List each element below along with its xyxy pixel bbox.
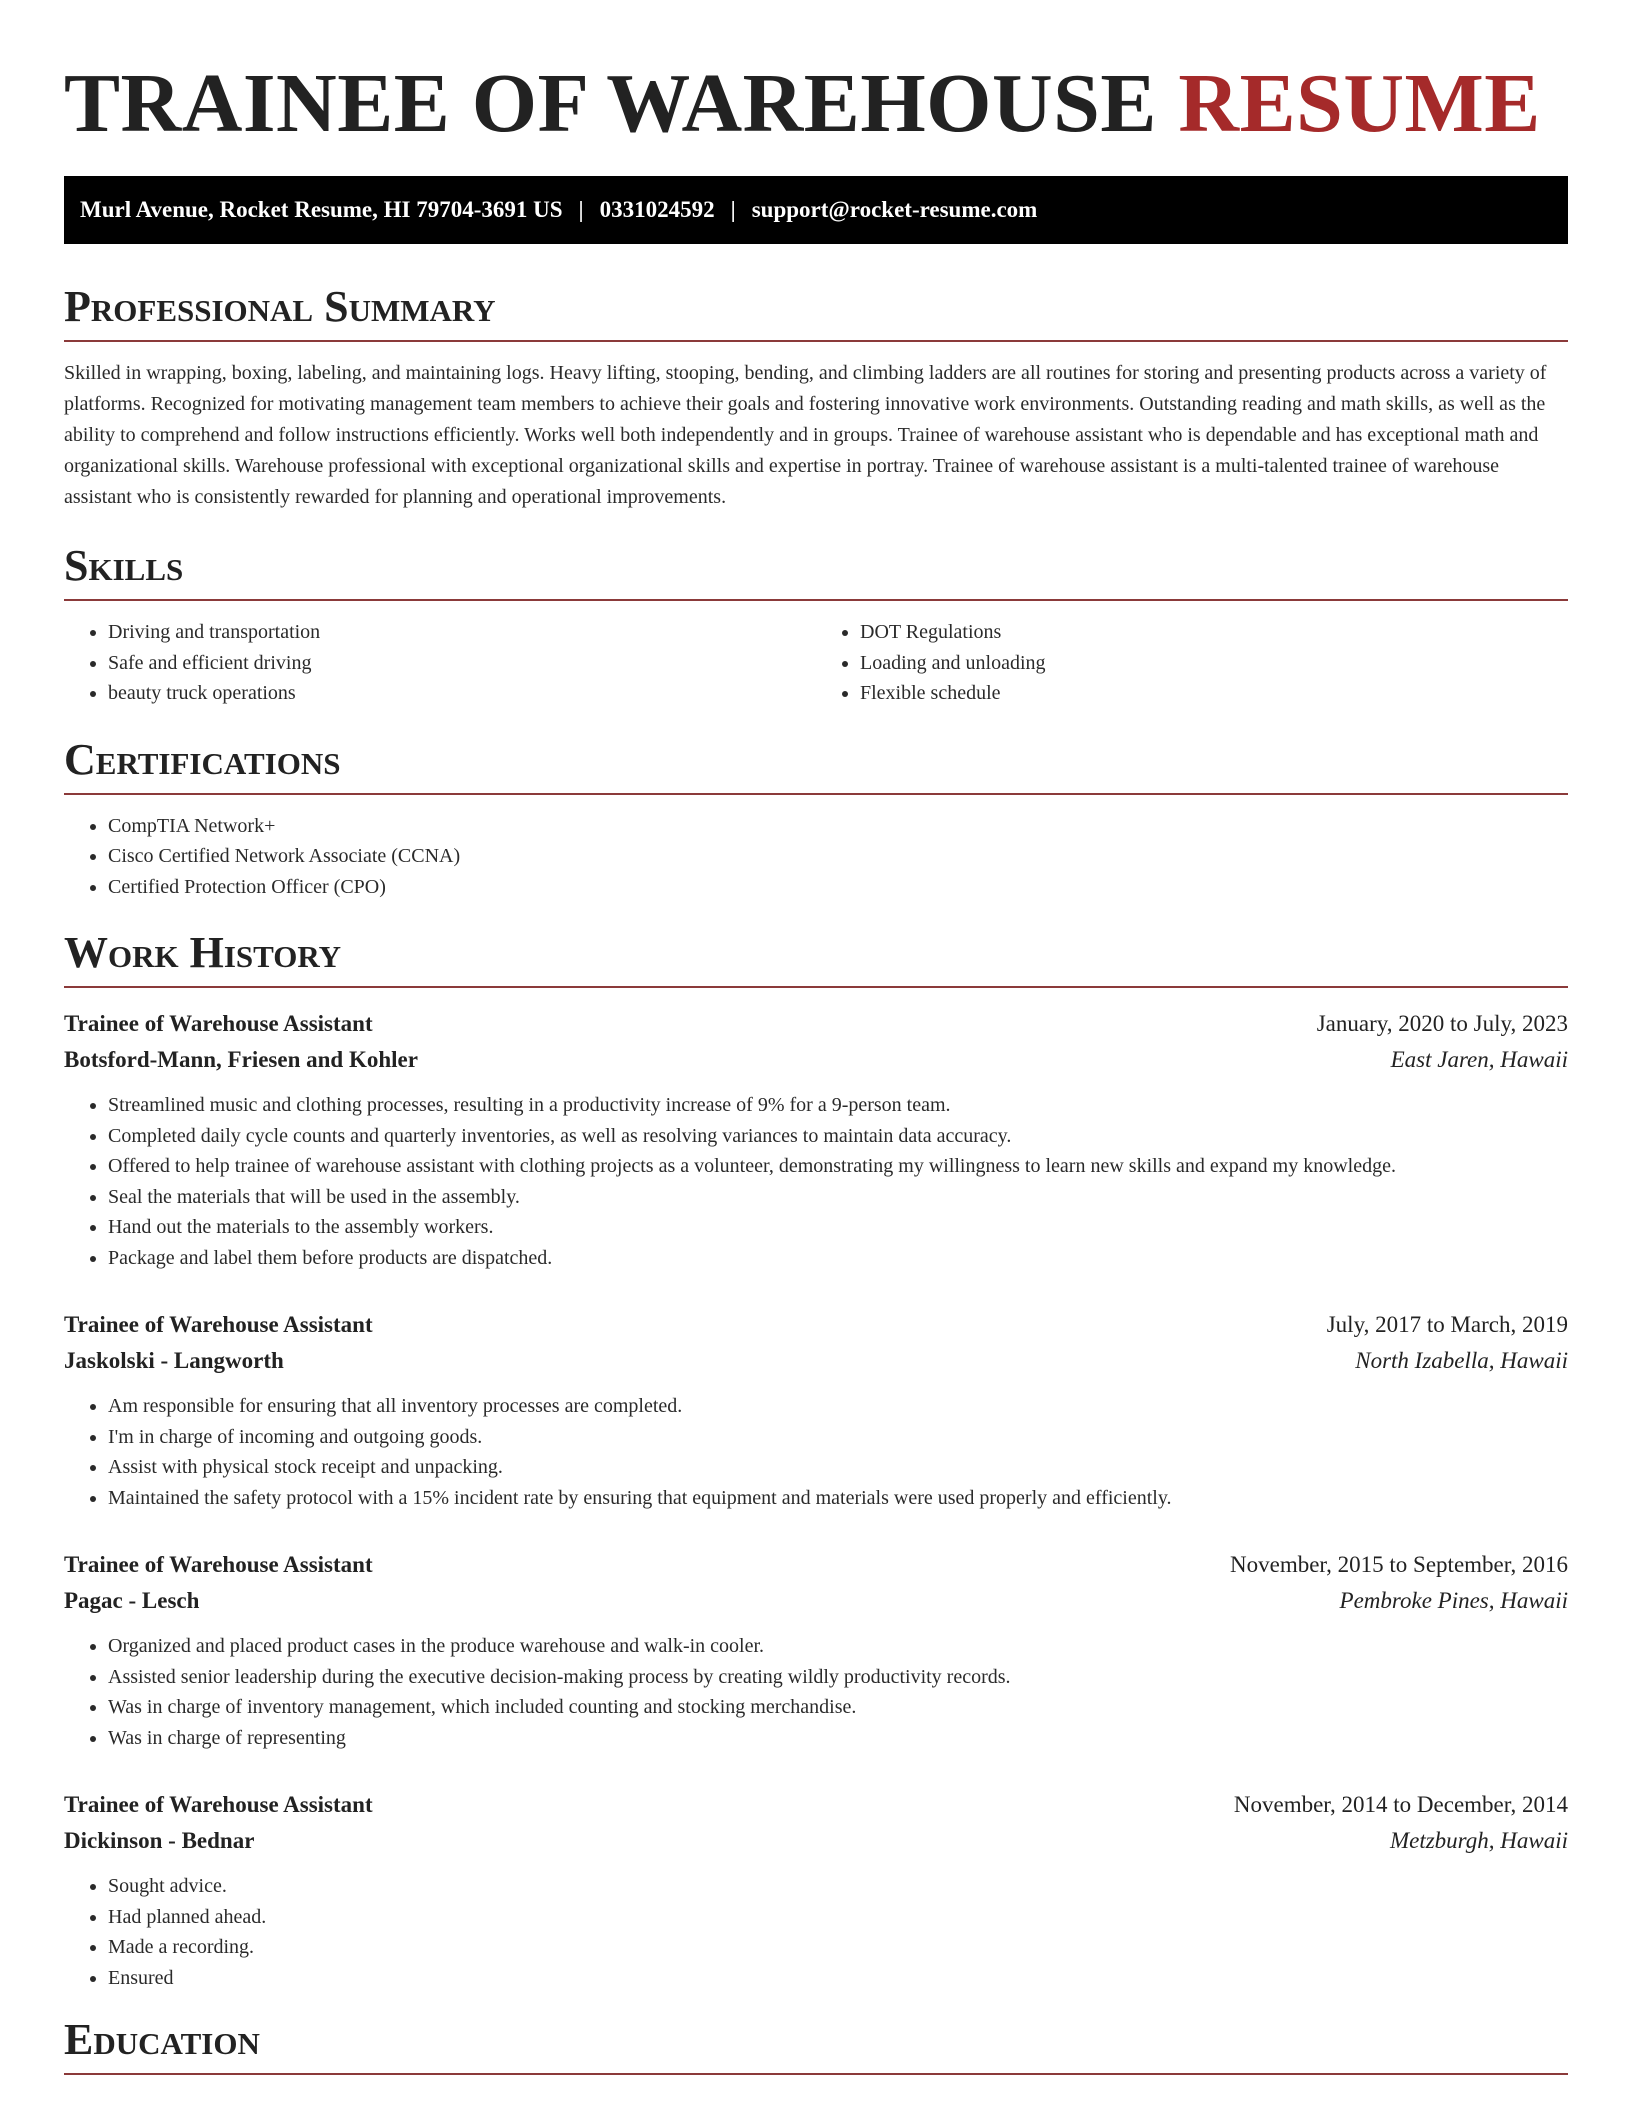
title-accent: RESUME — [1178, 57, 1541, 150]
job-bullet: • Am responsible for ensuring that all inventory processes are completed. — [108, 1391, 1568, 1422]
job-title: Trainee of Warehouse Assistant — [64, 1552, 373, 1577]
job-company: Dickinson - Bednar — [64, 1828, 255, 1853]
job-bullet: • Seal the materials that will be used in the assembly. — [108, 1182, 1568, 1213]
skill-item: • DOT Regulations — [860, 617, 1568, 648]
summary-heading: Professional Summary — [64, 282, 1568, 342]
skills-list-left — [64, 617, 816, 709]
certifications-list — [64, 811, 1568, 903]
job-bullet: • Assist with physical stock receipt and unpacking. — [108, 1452, 1568, 1483]
skill-item: • Driving and transportation — [108, 617, 816, 648]
job-bullet: • Assisted senior leadership during the executive decision-making process by creating wildly productivity records. — [108, 1662, 1568, 1693]
job-title: Trainee of Warehouse Assistant — [64, 1312, 373, 1337]
job-company-row — [64, 1343, 1568, 1379]
job-company: Jaskolski - Langworth — [64, 1348, 284, 1373]
education-heading: Education — [64, 2015, 1568, 2075]
job-entry — [64, 1787, 1568, 1993]
contact-separator: | — [578, 197, 584, 222]
skills-section — [64, 541, 1568, 709]
certification-item: • Certified Protection Officer (CPO) — [108, 872, 1568, 903]
job-dates: January, 2020 to July, 2023 — [1316, 1011, 1568, 1036]
job-bullet: • Organized and placed product cases in the produce warehouse and walk-in cooler. — [108, 1631, 1568, 1662]
job-entry — [64, 1547, 1568, 1753]
job-bullet: • Package and label them before products are dispatched. — [108, 1243, 1568, 1274]
job-bullet: • Ensured — [108, 1963, 1568, 1994]
job-company-row — [64, 1823, 1568, 1859]
certifications-section — [64, 735, 1568, 903]
resume-title — [64, 56, 1568, 152]
job-bullet: • Was in charge of inventory management, which included counting and stocking merchandise. — [108, 1692, 1568, 1723]
job-dates: November, 2015 to September, 2016 — [1230, 1552, 1568, 1577]
job-bullet: • Hand out the materials to the assembly workers. — [108, 1212, 1568, 1243]
job-bullets — [64, 1391, 1568, 1513]
certifications-heading: Certifications — [64, 735, 1568, 795]
summary-text: Skilled in wrapping, boxing, labeling, and maintaining logs. Heavy lifting, stooping, bending, and climbing ladders are all routines for storing and presenting products across a variety of platforms. Recognized for motivating management team members to achieve their goals and fostering innovative work environments. Outstanding reading and math skills, as well as the ability to comprehend and follow instructions efficiently. Works well both independently and in groups. Trainee of warehouse assistant who is dependable and has exceptional math and organizational skills. Warehouse professional with exceptional organizational skills and expertise in portray. Trainee of warehouse assistant is a multi-talented trainee of warehouse assistant who is consistently rewarded for planning and operational improvements. — [64, 362, 1547, 508]
title-main: TRAINEE OF WAREHOUSE — [64, 57, 1157, 150]
summary-section — [64, 282, 1568, 513]
job-title: Trainee of Warehouse Assistant — [64, 1011, 373, 1036]
job-company-row — [64, 1583, 1568, 1619]
job-bullet: • Was in charge of representing — [108, 1723, 1568, 1754]
job-title-row — [64, 1006, 1568, 1042]
skills-heading: Skills — [64, 541, 1568, 601]
work-history-section — [64, 928, 1568, 1993]
job-location: Pembroke Pines, Hawaii — [1339, 1588, 1568, 1613]
job-entry — [64, 1307, 1568, 1513]
certification-item: • CompTIA Network+ — [108, 811, 1568, 842]
job-dates: November, 2014 to December, 2014 — [1233, 1792, 1568, 1817]
job-title-row — [64, 1787, 1568, 1823]
job-bullet: • Made a recording. — [108, 1932, 1568, 1963]
job-location: Metzburgh, Hawaii — [1389, 1828, 1568, 1853]
job-bullet: • I'm in charge of incoming and outgoing goods. — [108, 1422, 1568, 1453]
job-bullet: • Maintained the safety protocol with a 15% incident rate by ensuring that equipment and materials were used properly and efficiently. — [108, 1483, 1568, 1514]
job-title: Trainee of Warehouse Assistant — [64, 1792, 373, 1817]
contact-bar — [64, 176, 1568, 244]
job-bullet: • Completed daily cycle counts and quarterly inventories, as well as resolving variances to maintain data accuracy. — [108, 1121, 1568, 1152]
contact-email: support@rocket-resume.com — [751, 197, 1038, 222]
contact-phone: 0331024592 — [599, 197, 715, 222]
job-bullet: • Streamlined music and clothing processes, resulting in a productivity increase of 9% for a 9-person team. — [108, 1090, 1568, 1121]
job-location: East Jaren, Hawaii — [1390, 1047, 1568, 1072]
skill-item: • Flexible schedule — [860, 678, 1568, 709]
job-title-row — [64, 1307, 1568, 1343]
job-bullet: • Offered to help trainee of warehouse assistant with clothing projects as a volunteer, demonstrating my willingness to learn new skills and expand my knowledge. — [108, 1151, 1568, 1182]
job-company-row — [64, 1042, 1568, 1078]
skill-item: • beauty truck operations — [108, 678, 816, 709]
skills-list-right — [816, 617, 1568, 709]
work-history-heading: Work History — [64, 928, 1568, 988]
job-bullets — [64, 1871, 1568, 1993]
skill-item: • Safe and efficient driving — [108, 648, 816, 679]
job-bullet: • Had planned ahead. — [108, 1902, 1568, 1933]
job-dates: July, 2017 to March, 2019 — [1326, 1312, 1568, 1337]
job-bullet: • Sought advice. — [108, 1871, 1568, 1902]
job-entry — [64, 1006, 1568, 1273]
job-company: Pagac - Lesch — [64, 1588, 200, 1613]
job-bullets — [64, 1090, 1568, 1273]
job-location: North Izabella, Hawaii — [1355, 1348, 1568, 1373]
skill-item: • Loading and unloading — [860, 648, 1568, 679]
certification-item: • Cisco Certified Network Associate (CCNA) — [108, 841, 1568, 872]
job-title-row — [64, 1547, 1568, 1583]
job-company: Botsford-Mann, Friesen and Kohler — [64, 1047, 418, 1072]
job-bullets — [64, 1631, 1568, 1753]
skills-grid — [64, 601, 1568, 709]
contact-separator: | — [730, 197, 736, 222]
education-section — [64, 2015, 1568, 2075]
contact-address: Murl Avenue, Rocket Resume, HI 79704-3691 US — [80, 197, 563, 222]
